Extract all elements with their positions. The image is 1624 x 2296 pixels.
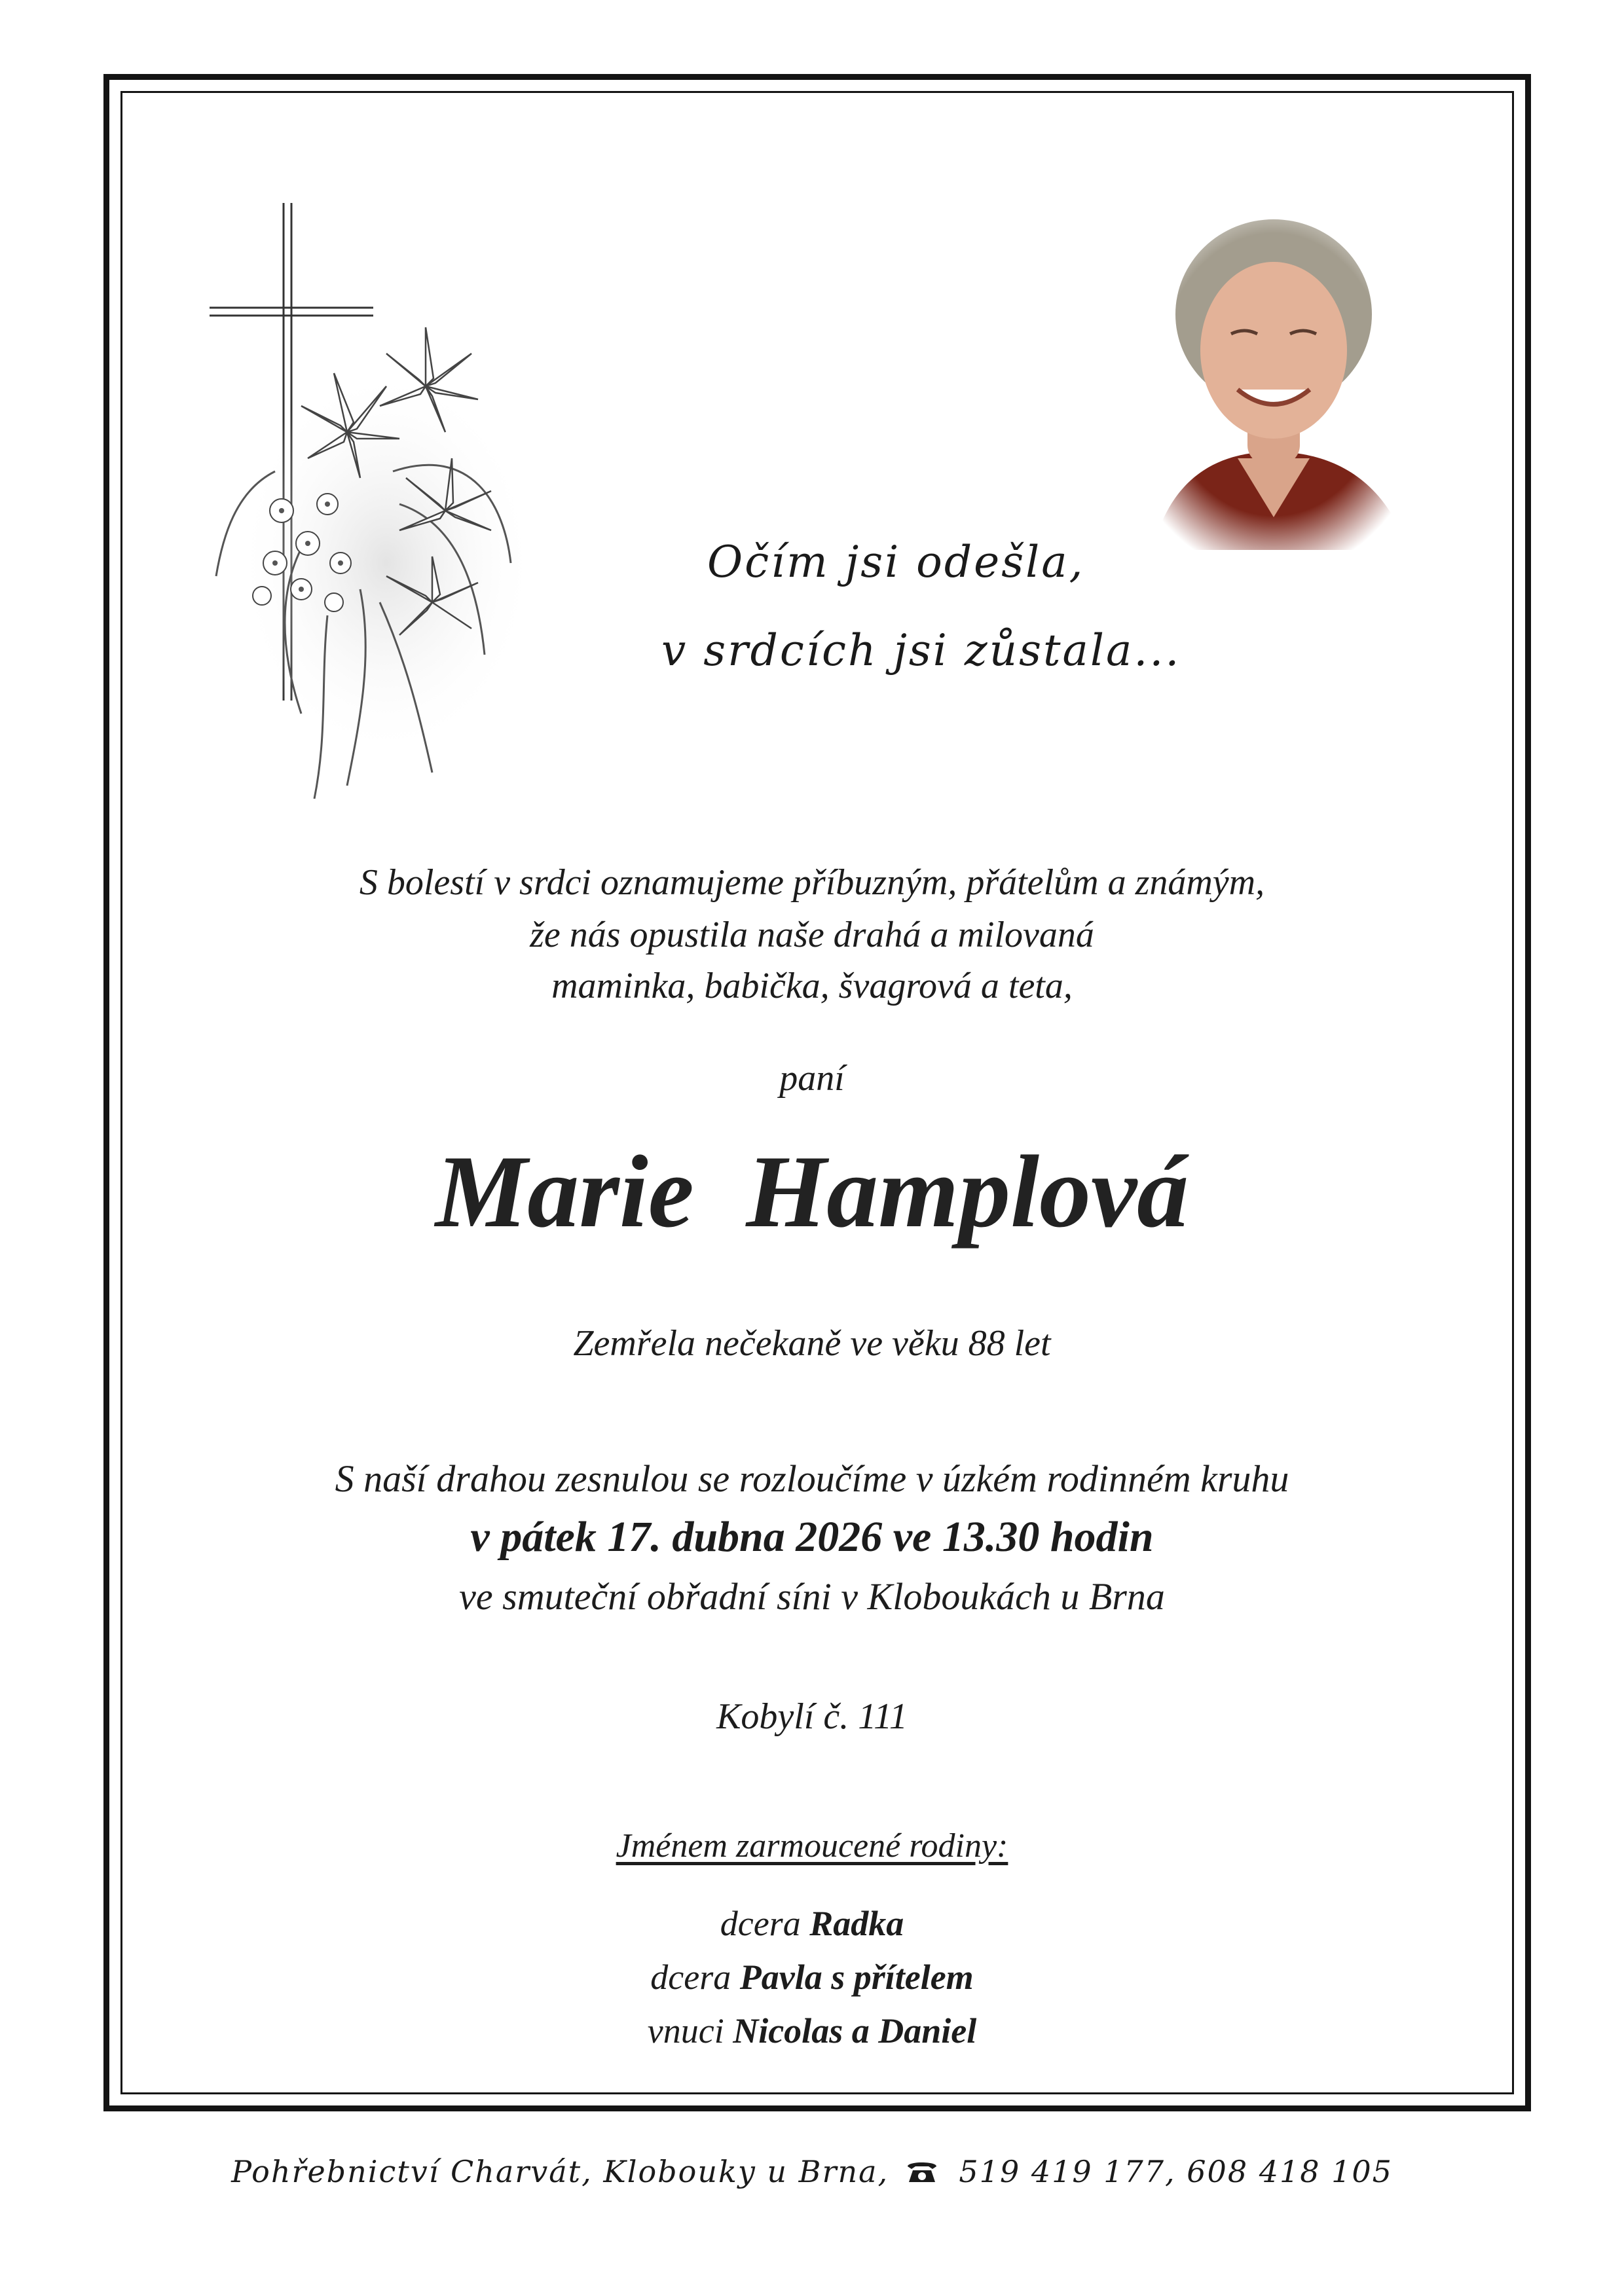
motto-line-2: v srdcích jsi zůstala...	[661, 625, 1181, 676]
announcement-line-3: maminka, babička, švagrová a teta,	[551, 966, 1073, 1006]
family-names: Radka	[809, 1904, 904, 1943]
family-member	[0, 1899, 1624, 1948]
footer-funeral-service	[0, 2154, 1624, 2189]
family-heading: Jménem zarmoucené rodiny:	[616, 1827, 1008, 1865]
family-names: Nicolas a Daniel	[733, 2011, 977, 2050]
title-pani: paní	[779, 1058, 845, 1099]
family-member	[0, 2006, 1624, 2056]
family-member	[0, 1952, 1624, 2002]
family-relation: vnuci	[647, 2011, 724, 2050]
cross-with-lilies-illustration	[196, 196, 563, 818]
announcement-line-2: že nás opustila naše drahá a milovaná	[530, 915, 1094, 955]
motto-line-1: Očím jsi odešla,	[707, 537, 1085, 587]
ceremony-place: ve smuteční obřadní síni v Kloboukách u Brna	[459, 1575, 1165, 1618]
family-names: Pavla s přítelem	[739, 1958, 974, 1997]
family-relation: dcera	[650, 1958, 731, 1997]
ceremony-datetime: v pátek 17. dubna 2026 ve 13.30 hodin	[470, 1513, 1154, 1561]
ceremony-line: S naší drahou zesnulou se rozloučíme v úzkém rodinném kruhu	[335, 1457, 1289, 1500]
footer-phones: 519 419 177, 608 418 105	[959, 2154, 1393, 2189]
deceased-name: Marie Hamplová	[435, 1135, 1189, 1249]
family-relation: dcera	[720, 1904, 801, 1943]
portrait-photo	[1126, 210, 1421, 576]
telephone-icon	[905, 2159, 939, 2185]
announcement-line-1: S bolestí v srdci oznamujeme příbuzným, přátelům a známým,	[359, 862, 1265, 903]
footer-company: Pohřebnictví Charvát, Klobouky u Brna,	[231, 2154, 889, 2189]
age-line: Zemřela nečekaně ve věku 88 let	[573, 1323, 1051, 1364]
home-address: Kobylí č. 111	[716, 1696, 908, 1737]
